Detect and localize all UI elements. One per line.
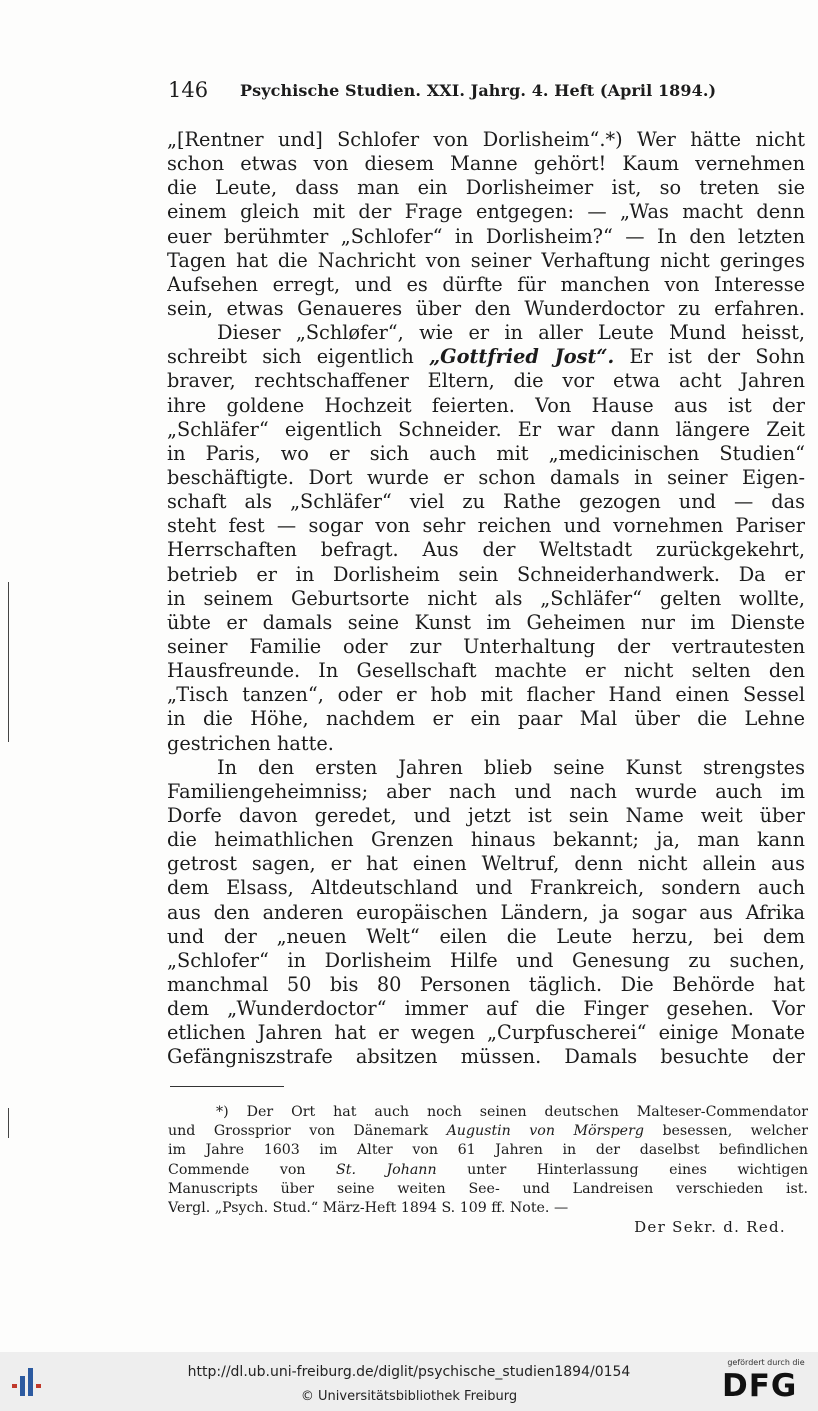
text-fragment: unter Hinterlassung eines wichtigen (467, 1161, 808, 1178)
footnote-line: im Jahre 1603 im Alter von 61 Jahren in der daselbst befindlichen (168, 1142, 808, 1159)
text-line: Familiengeheimniss; aber nach und nach wurde auch im (167, 779, 805, 803)
text-line: Herrschaften befragt. Aus der Weltstadt zurückgekehrt, (167, 538, 805, 562)
italic-name: Augustin von Mörsperg (446, 1123, 644, 1140)
text-line: „Tisch tanzen“, oder er hob mit flacher Hand einen Sessel (167, 683, 805, 707)
text-line: etlichen Jahren hat er wegen „Curpfuscherei“ einige Monate (167, 1021, 805, 1045)
text-line: und der „neuen Welt“ eilen die Leute herzu, bei dem (167, 924, 805, 948)
text-line: Gefängniszstrafe absitzen müssen. Damals besuchte der (167, 1045, 805, 1069)
text-fragment: Commende von (168, 1161, 306, 1178)
text-line: manchmal 50 bis 80 Personen täglich. Die Behörde hat (167, 972, 805, 996)
text-line: in seinem Geburtsorte nicht als „Schläfer“ gelten wollte, (167, 586, 805, 610)
text-line: Aufsehen erregt, und es dürfte für manchen von Interesse (167, 272, 805, 296)
copyright-notice: © Universitätsbibliothek Freiburg (300, 1389, 518, 1404)
footnote-line (168, 1161, 808, 1180)
text-line: in Paris, wo er sich auch mit „medicinischen Studien“ (167, 441, 805, 465)
text-line: getrost sagen, er hat einen Weltruf, denn nicht allein aus (167, 852, 805, 876)
text-line: dem Elsass, Altdeutschland und Frankreich, sondern auch (167, 876, 805, 900)
text-line: betrieb er in Dorlisheim sein Schneiderhandwerk. Da er (167, 562, 805, 586)
text-line: aus den anderen europäischen Ländern, ja sogar aus Afrika (167, 900, 805, 924)
text-fragment: und Grossprior von Dänemark (168, 1123, 429, 1140)
footnote-divider (170, 1086, 284, 1087)
footnote-line: Manuscripts über seine weiten See- und Landreisen verschieden ist. (168, 1180, 808, 1197)
source-url-link[interactable]: http://dl.ub.uni-freiburg.de/diglit/psychische_studien1894/0154 (187, 1364, 631, 1380)
text-line: In den ersten Jahren blieb seine Kunst strengstes (217, 755, 805, 779)
footnote-line: Vergl. „Psych. Stud.“ März-Heft 1894 S. 109 ff. Note. — (168, 1199, 569, 1216)
footnote-line (168, 1122, 808, 1141)
text-line: sein, etwas Genaueres über den Wunderdoctor zu erfahren. (167, 296, 805, 320)
text-line: beschäftigte. Dort wurde er schon damals in seiner Eigen- (167, 465, 805, 489)
text-line: die heimathlichen Grenzen hinaus bekannt; ja, man kann (167, 828, 805, 852)
page-number: 146 (168, 78, 209, 102)
italic-name: St. Johann (336, 1161, 437, 1178)
text-line: seiner Familie oder zur Unterhaltung der vertrautesten (167, 634, 805, 658)
text-line: steht fest — sogar von sehr reichen und vornehmen Pariser (167, 514, 805, 538)
text-line: Dieser „Schløfer“, wie er in aller Leute Mund heisst, (217, 321, 805, 345)
text-line: in die Höhe, nachdem er ein paar Mal über die Lehne (167, 707, 805, 731)
text-line: braver, rechtschaffener Eltern, die vor etwa acht Jahren (167, 369, 805, 393)
text-line: Dorfe davon geredet, und jetzt ist sein Name weit über (167, 803, 805, 827)
text-line: „Schlofer“ in Dorlisheim Hilfe und Genesung zu suchen, (167, 948, 805, 972)
footnote-signature: Der Sekr. d. Red. (634, 1218, 786, 1237)
text-line: schaft als „Schläfer“ viel zu Rathe gezogen und — das (167, 490, 805, 514)
main-text (167, 128, 805, 1069)
text-line: ihre goldene Hochzeit feierten. Von Hause aus ist der (167, 393, 805, 417)
footnote-line: *) Der Ort hat auch noch seinen deutschen Malteser-Commendator (216, 1104, 808, 1120)
text-fragment: Er ist der Sohn (629, 345, 805, 369)
text-line: die Leute, dass man ein Dorlisheimer ist, so treten sie (167, 176, 805, 200)
text-line: schon etwas von diesem Manne gehört! Kaum vernehmen (167, 152, 805, 176)
text-line: Tagen hat die Nachricht von seiner Verhaftung nicht geringes (167, 248, 805, 272)
text-line: einem gleich mit der Frage entgegen: — „Was macht denn (167, 200, 805, 224)
dfg-logo (720, 1358, 812, 1406)
scan-margin-mark (8, 582, 9, 742)
footnote (168, 1103, 808, 1237)
text-line: „Schläfer“ eigentlich Schneider. Er war dann längere Zeit (167, 417, 805, 441)
text-line: „[Rentner und] Schlofer von Dorlisheim“.*) Wer hätte nicht (167, 128, 805, 151)
text-line: dem „Wunderdoctor“ immer auf die Finger gesehen. Vor (167, 997, 805, 1021)
text-line: Hausfreunde. In Gesellschaft machte er nicht selten den (167, 659, 805, 683)
text-line: übte er damals seine Kunst im Geheimen nur im Dienste (167, 610, 805, 634)
text-line (167, 345, 805, 369)
text-fragment: schreibt sich eigentlich (167, 345, 414, 369)
dfg-tagline: gefördert durch die (727, 1358, 805, 1367)
running-title: Psychische Studien. XXI. Jahrg. 4. Heft (April 1894.) (240, 81, 717, 100)
text-fragment: besessen, welcher (662, 1123, 808, 1140)
dfg-wordmark: DFG (722, 1368, 798, 1404)
text-line: gestrichen hatte. (167, 731, 334, 755)
emphasized-name: „Gottfried Jost“. (429, 345, 615, 369)
scan-margin-mark (8, 1108, 9, 1138)
page-header (168, 78, 763, 106)
text-line: euer berühmter „Schlofer“ in Dorlisheim?“ — In den letzten (167, 224, 805, 248)
